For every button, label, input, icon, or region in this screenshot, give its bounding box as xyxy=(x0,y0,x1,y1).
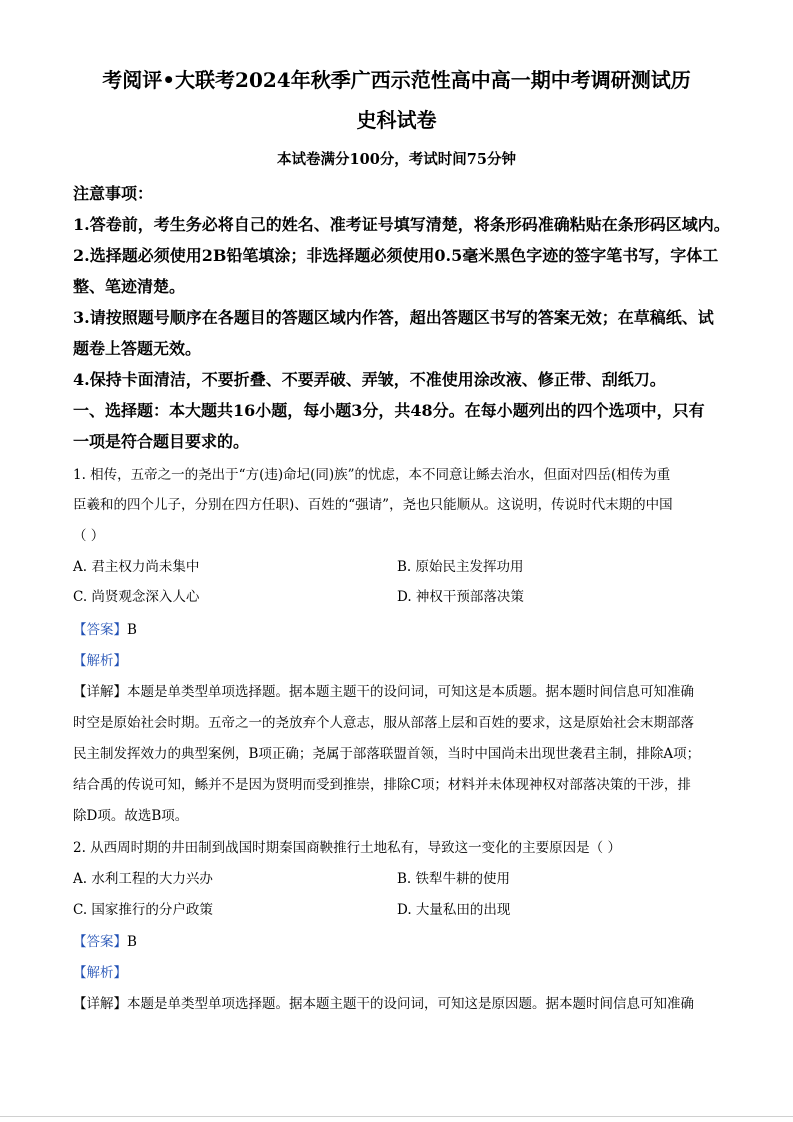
question-1-option-a: A. 君主权力尚未集中 xyxy=(73,559,200,575)
question-2-option-b: B. 铁犁牛耕的使用 xyxy=(397,871,511,887)
answer-value: B xyxy=(127,622,137,638)
question-1-stem: 臣羲和的四个儿子，分别在四方任职)、百姓的“强请”，尧也只能顺从。这说明，传说时代末期的中国 xyxy=(73,497,673,513)
answer-value: B xyxy=(127,934,137,950)
question-2-option-a: A. 水利工程的大力兴办 xyxy=(73,871,213,887)
question-1-stem: 1. 相传，五帝之一的尧出于“方(违)命圮(同)族”的忧虑，本不同意让鲧去治水，但面对四岳(相传为重 xyxy=(73,467,671,483)
question-1-option-d: D. 神权干预部落决策 xyxy=(397,589,524,605)
question-1-detail: 【详解】本题是单类型单项选择题。据本题主题干的设问词，可知这是本质题。据本题时间信息可知准确 xyxy=(73,684,694,700)
notice-item: 4.保持卡面清洁，不要折叠、不要弄破、弄皱，不准使用涂改液、修正带、刮纸刀。 xyxy=(73,370,666,389)
question-1-answer xyxy=(73,618,137,638)
question-2-stem: 2. 从西周时期的井田制到战国时期秦国商鞅推行土地私有，导致这一变化的主要原因是（ ） xyxy=(73,840,621,856)
notice-item: 1.答卷前，考生务必将自己的姓名、准考证号填写清楚，将条形码准确粘贴在条形码区域内。 xyxy=(73,215,730,234)
question-1-detail: 民主制发挥效力的典型案例，B项正确；尧属于部落联盟首领，当时中国尚未出现世袭君主制，排除A项； xyxy=(73,746,701,762)
notice-item: 3.请按照题号顺序在各题目的答题区域内作答，超出答题区书写的答案无效；在草稿纸、试 xyxy=(73,308,714,327)
title-line-2: 史科试卷 xyxy=(356,108,437,132)
question-1-option-c: C. 尚贤观念深入人心 xyxy=(73,589,200,605)
question-1-detail: 结合禹的传说可知，鲧并不是因为贤明而受到推崇，排除C项；材料并未体现神权对部落决策的干涉，排 xyxy=(73,777,691,793)
answer-tag: 【答案】 xyxy=(73,934,127,950)
notice-item: 2.选择题必须使用2B铅笔填涂；非选择题必须使用0.5毫米黑色字迹的签字笔书写，字体工 xyxy=(73,246,719,265)
notice-item: 整、笔迹清楚。 xyxy=(73,277,186,296)
question-2-answer xyxy=(73,930,137,950)
question-2-option-c: C. 国家推行的分户政策 xyxy=(73,902,213,918)
notice-item: 题卷上答题无效。 xyxy=(73,339,202,358)
title-line-1: 考阅评•大联考2024年秋季广西示范性高中高一期中考调研测试历 xyxy=(102,68,691,92)
exam-subtitle: 本试卷满分100分，考试时间75分钟 xyxy=(277,151,516,168)
question-2-option-d: D. 大量私田的出现 xyxy=(397,902,511,918)
question-1-detail: 除D项。故选B项。 xyxy=(73,808,189,824)
question-1-detail: 时空是原始社会时期。五帝之一的尧放弃个人意志，服从部落上层和百姓的要求，这是原始社会末期部落 xyxy=(73,715,694,731)
question-2-detail: 【详解】本题是单类型单项选择题。据本题主题干的设问词，可知这是原因题。据本题时间信息可知准确 xyxy=(73,996,694,1012)
notice-heading: 注意事项： xyxy=(73,184,154,203)
question-1-blank: （ ） xyxy=(73,528,105,544)
page-bottom-divider xyxy=(0,1116,793,1117)
section-heading: 一、选择题：本大题共16小题，每小题3分，共48分。在每小题列出的四个选项中，只有 xyxy=(73,401,705,420)
section-heading-cont: 一项是符合题目要求的。 xyxy=(73,432,250,451)
answer-tag: 【答案】 xyxy=(73,622,127,638)
question-1-analysis-tag: 【解析】 xyxy=(73,653,127,669)
question-2-analysis-tag: 【解析】 xyxy=(73,965,127,981)
question-1-option-b: B. 原始民主发挥功用 xyxy=(397,559,524,575)
